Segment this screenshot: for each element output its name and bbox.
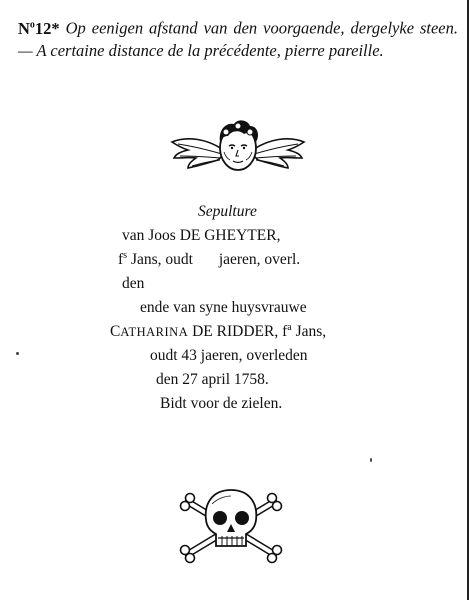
epitaph-line-6: CATHARINA DE RIDDER, $f^a$ Jans,: [110, 321, 327, 340]
entry-description: Op eenigen afstand van den voorgaende, dergelyke steen. — A certaine distance de la précédente, pierre pareille.: [18, 18, 459, 60]
epitaph-line-2: van Joos DE GHEYTER,: [122, 227, 281, 244]
epitaph-line-7: oudt 43 jaeren, overleden: [150, 347, 308, 364]
print-speck: [16, 352, 19, 355]
epitaph-line-3: $f^s$ Jans, oudt jaeren, overl.: [118, 249, 301, 268]
epitaph-line-5: ende van syne huysvrauwe: [140, 299, 307, 316]
entry-header: [18, 14, 458, 62]
page-edge-line: [467, 0, 469, 600]
epitaph-line-9: Bidt voor de zielen.: [160, 395, 283, 412]
winged-cherub-icon: [168, 108, 308, 190]
epitaph-line-8: den 27 april 1758.: [156, 371, 269, 388]
skull-and-crossbones-icon: [178, 484, 284, 568]
entry-number: $N^o12*$: [18, 18, 60, 38]
epitaph-line-1: Sepulture: [198, 203, 257, 220]
epitaph-line-4: den: [122, 275, 145, 292]
print-speck: [370, 458, 372, 462]
